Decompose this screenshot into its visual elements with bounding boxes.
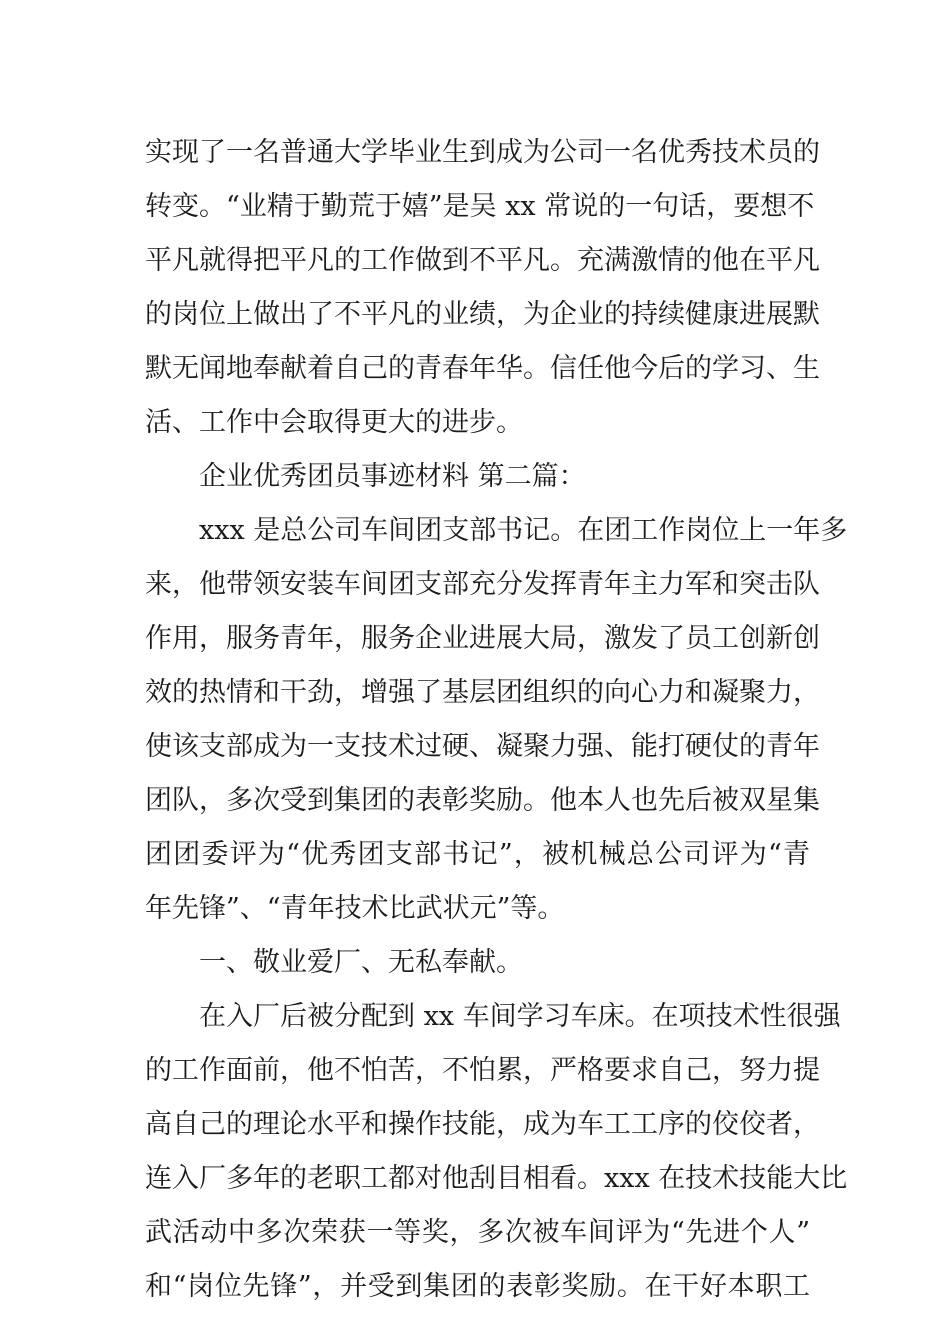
text-line: 团团委评为“优秀团支部书记”，被机械总公司评为“青 xyxy=(145,839,810,870)
text-line: 连入厂多年的老职工都对他刮目相看。xxx 在技术技能大比 xyxy=(145,1163,848,1194)
text-line: 和“岗位先锋”，并受到集团的表彰奖励。在干好本职工 xyxy=(145,1271,810,1302)
text-line: 平凡就得把平凡的工作做到不平凡。充满激情的他在平凡 xyxy=(145,245,820,276)
text-line: 企业优秀团员事迹材料 第二篇： xyxy=(199,461,586,492)
text-line: 的岗位上做出了不平凡的业绩，为企业的持续健康进展默 xyxy=(145,299,820,330)
text-line: 武活动中多次荣获一等奖，多次被车间评为“先进个人” xyxy=(145,1217,810,1248)
text-line: 作用，服务青年，服务企业进展大局，激发了员工创新创 xyxy=(145,623,820,654)
text-line: 默无闻地奉献着自己的青春年华。信任他今后的学习、生 xyxy=(145,353,820,384)
text-line: 使该支部成为一支技术过硬、凝聚力强、能打硬仗的青年 xyxy=(145,731,820,762)
text-line: 的工作面前，他不怕苦，不怕累，严格要求自己，努力提 xyxy=(145,1055,820,1086)
document-body xyxy=(145,126,848,1314)
text-line: 活、工作中会取得更大的进步。 xyxy=(145,407,523,438)
text-line: 高自己的理论水平和操作技能，成为车工工序的佼佼者， xyxy=(145,1109,820,1140)
text-line: 年先锋”、“青年技术比武状元”等。 xyxy=(145,893,565,924)
text-line: 实现了一名普通大学毕业生到成为公司一名优秀技术员的 xyxy=(145,137,820,168)
text-line: 一、敬业爱厂、无私奉献。 xyxy=(199,947,523,978)
text-line: xxx 是总公司车间团支部书记。在团工作岗位上一年多 xyxy=(199,515,848,546)
text-line: 在入厂后被分配到 xx 车间学习车床。在项技术性很强 xyxy=(199,1001,841,1032)
text-line: 来，他带领安装车间团支部充分发挥青年主力军和突击队 xyxy=(145,569,820,600)
text-line: 团队，多次受到集团的表彰奖励。他本人也先后被双星集 xyxy=(145,785,820,816)
text-line: 效的热情和干劲，增强了基层团组织的向心力和凝聚力， xyxy=(145,677,820,708)
text-line: 转变。“业精于勤荒于嬉”是吴 xx 常说的一句话，要想不 xyxy=(145,191,815,222)
